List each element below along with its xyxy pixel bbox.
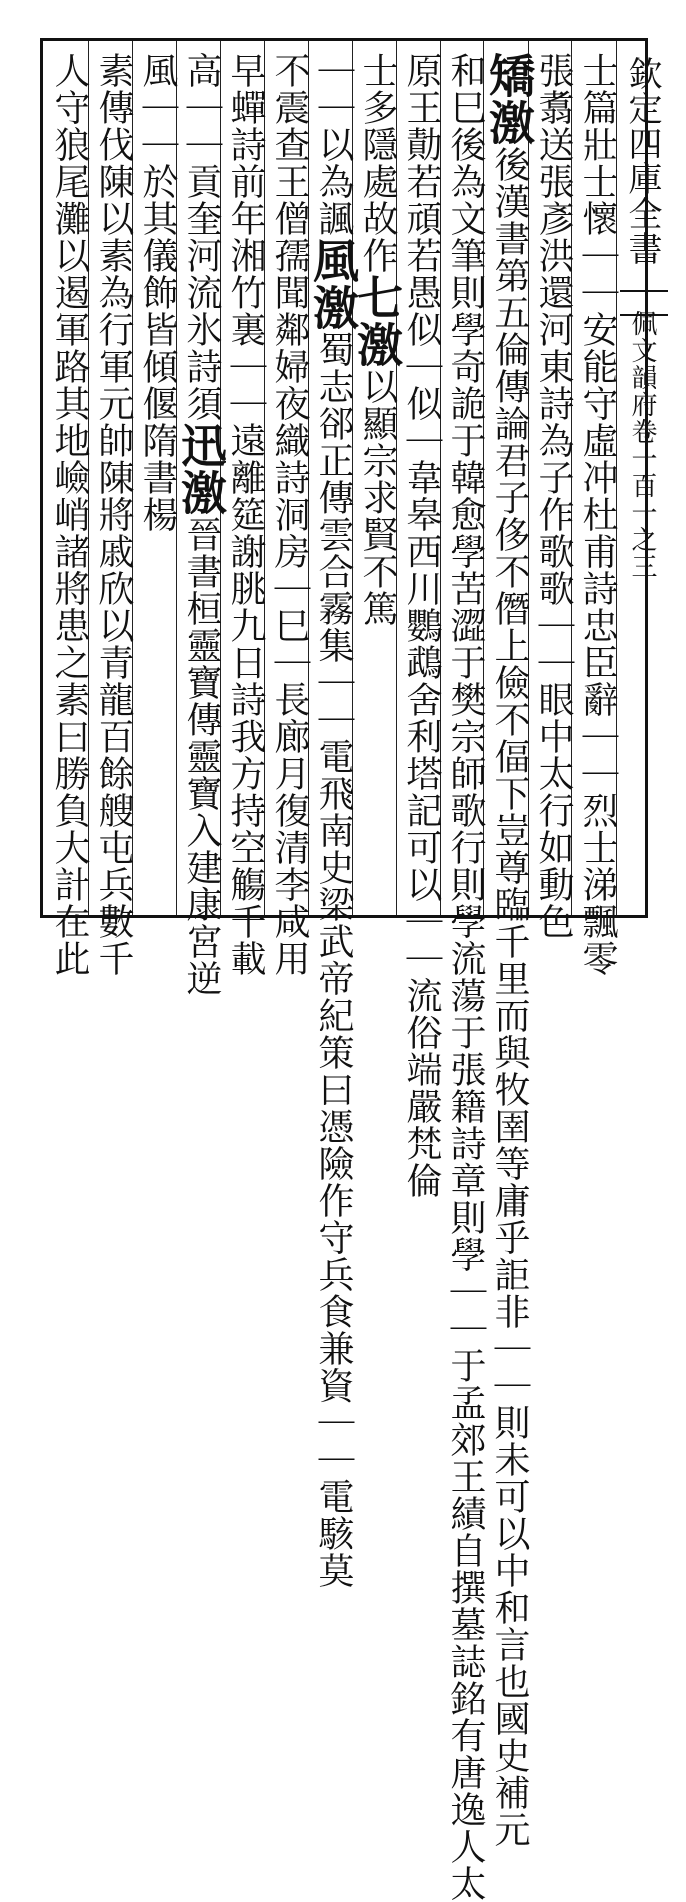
section-title xyxy=(622,310,670,580)
text-column xyxy=(482,52,536,1848)
column-text: 後漢書第五倫傳論君子侈不僭上儉不偪下豈尊臨千里而與牧圉等庸乎詎非｜｜則未可以中和言也國史補元 xyxy=(489,146,530,1848)
section-name: 佩文韻府 xyxy=(627,310,657,418)
headword: 七激 xyxy=(350,274,404,368)
text-column xyxy=(398,52,444,1199)
column-text: 不震查王僧孺聞鄰婦夜織詩洞房｜巳｜長廊月復清李咸用 xyxy=(269,52,310,977)
column-text: 早蟬詩前年湘竹裏｜｜遠離筵謝朓九日詩我方持空觴千載 xyxy=(225,52,266,977)
column-text: ｜｜以為諷 xyxy=(313,52,354,237)
text-column xyxy=(222,52,268,977)
text-column xyxy=(574,52,620,977)
column-text: 以顯宗求賢不篤 xyxy=(357,368,398,627)
column-text: 晉書桓靈寶傳靈寶入建康宮逆 xyxy=(181,516,222,997)
text-column xyxy=(90,52,136,977)
column-text: 張翥送張彥洪還河東詩為子作歌歌｜｜眼中太行如動色 xyxy=(533,52,574,940)
text-column xyxy=(46,52,92,977)
text-column xyxy=(530,52,576,940)
book-title xyxy=(618,56,674,266)
text-column xyxy=(306,52,360,1589)
column-text: 原王勣若頑若愚似｜似｜韋皋西川鸚鵡舍利塔記可以｜｜流俗端嚴梵倫 xyxy=(401,52,442,1199)
column-text: 士多隱處故作 xyxy=(357,52,398,274)
headword: 矯激 xyxy=(482,52,536,146)
column-text: 風｜｜於其儀飾皆傾偃隋書楊 xyxy=(137,52,178,533)
headword: 迅激 xyxy=(174,422,228,516)
column-text: 高｜｜貢奎河流氷詩須 xyxy=(181,52,222,422)
column-text: 和巳後為文筆則學奇詭于韓愈學苦澀于樊宗師歌行則學流蕩于張籍詩章則學｜｜于孟郊王績自撰墓誌銘有唐逸人太 xyxy=(445,52,486,1902)
text-column xyxy=(442,52,488,1902)
text-column xyxy=(350,52,404,902)
column-text: 人守狼尾灘以遏軍路其地嶮峭諸將患之素曰勝負大計在此 xyxy=(49,52,90,977)
column-text: 素傳伐陳以素為行軍元帥陳將戚欣以青龍百餘艘屯兵數千 xyxy=(93,52,134,977)
volume-number: 卷一百一之三 xyxy=(627,418,657,580)
column-text: 蜀志郤正傳雲合霧集｜｜電飛南史梁武帝紀策曰憑險作守兵食兼資｜｜電駭莫 xyxy=(313,331,354,1589)
book-title-text: 欽定四庫全書 xyxy=(622,56,662,266)
text-column xyxy=(174,52,228,997)
text-column xyxy=(134,52,180,902)
text-column xyxy=(266,52,312,977)
headword: 風激 xyxy=(306,237,360,331)
column-text: 士篇壯士懷｜｜安能守虛冲杜甫詩忠臣辭｜｜烈士涕飄零 xyxy=(577,52,618,977)
